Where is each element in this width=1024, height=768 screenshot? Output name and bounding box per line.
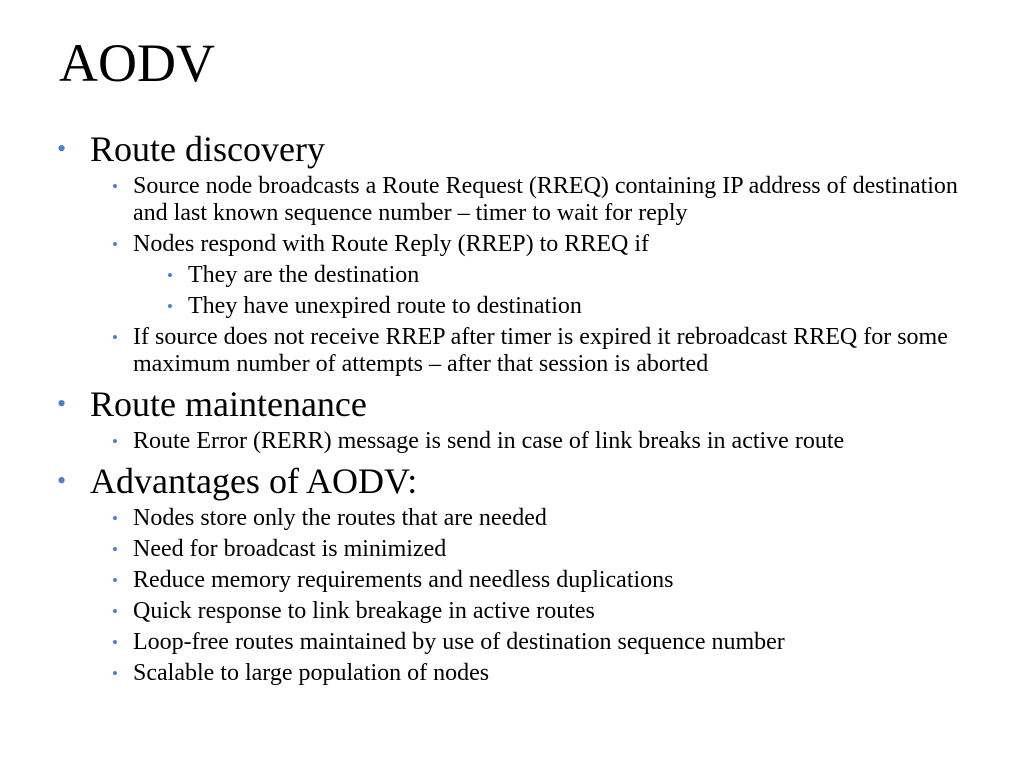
bullet-icon: • bbox=[112, 664, 118, 683]
list-item-text: Quick response to link breakage in active routes bbox=[133, 598, 595, 624]
bullet-icon: • bbox=[112, 509, 118, 528]
slide-title: AODV bbox=[59, 33, 215, 93]
list-item bbox=[0, 629, 973, 656]
bullet-icon: • bbox=[112, 432, 118, 451]
section-heading: Advantages of AODV: bbox=[90, 461, 418, 501]
list-item bbox=[0, 598, 973, 625]
sub-list-item-text: They are the destination bbox=[188, 262, 420, 288]
list-item bbox=[0, 567, 973, 594]
list-item-text: Reduce memory requirements and needless duplications bbox=[133, 567, 674, 593]
bullet-icon: • bbox=[112, 633, 118, 652]
bullet-icon: • bbox=[57, 389, 67, 418]
list-item bbox=[0, 660, 973, 687]
list-item-text: Source node broadcasts a Route Request (RREQ) containing IP address of destination and last known sequence number – timer to wait for reply bbox=[133, 173, 958, 226]
list-item bbox=[0, 324, 973, 378]
list-item-text: Route Error (RERR) message is send in case of link breaks in active route bbox=[133, 428, 845, 454]
bullet-icon: • bbox=[57, 134, 67, 163]
list-item bbox=[0, 428, 973, 455]
bullet-icon: • bbox=[112, 177, 118, 196]
slide-body bbox=[0, 127, 1024, 691]
section-route-maintenance bbox=[0, 382, 1024, 426]
list-item bbox=[0, 505, 973, 532]
list-item bbox=[0, 173, 973, 227]
bullet-icon: • bbox=[57, 466, 67, 495]
bullet-icon: • bbox=[167, 266, 173, 285]
sub-list-item-text: They have unexpired route to destination bbox=[188, 293, 582, 319]
list-item-text: Scalable to large population of nodes bbox=[133, 660, 490, 686]
list-item bbox=[0, 231, 973, 258]
section-advantages bbox=[0, 459, 1024, 503]
bullet-icon: • bbox=[112, 571, 118, 590]
bullet-icon: • bbox=[167, 297, 173, 316]
list-item bbox=[0, 536, 973, 563]
bullet-icon: • bbox=[112, 328, 118, 347]
sub-list-item bbox=[0, 262, 1024, 289]
bullet-icon: • bbox=[112, 602, 118, 621]
bullet-icon: • bbox=[112, 235, 118, 254]
sub-list-item bbox=[0, 293, 1024, 320]
bullet-icon: • bbox=[112, 540, 118, 559]
list-item-text: Need for broadcast is minimized bbox=[133, 536, 447, 562]
section-route-discovery bbox=[0, 127, 1024, 171]
list-item-text: Loop-free routes maintained by use of destination sequence number bbox=[133, 629, 785, 655]
section-heading: Route discovery bbox=[90, 129, 325, 169]
list-item-text: Nodes respond with Route Reply (RREP) to RREQ if bbox=[133, 231, 649, 257]
section-heading: Route maintenance bbox=[90, 384, 367, 424]
list-item-text: If source does not receive RREP after timer is expired it rebroadcast RREQ for some maximum number of attempts – after that session is aborted bbox=[133, 324, 948, 377]
list-item-text: Nodes store only the routes that are needed bbox=[133, 505, 547, 531]
